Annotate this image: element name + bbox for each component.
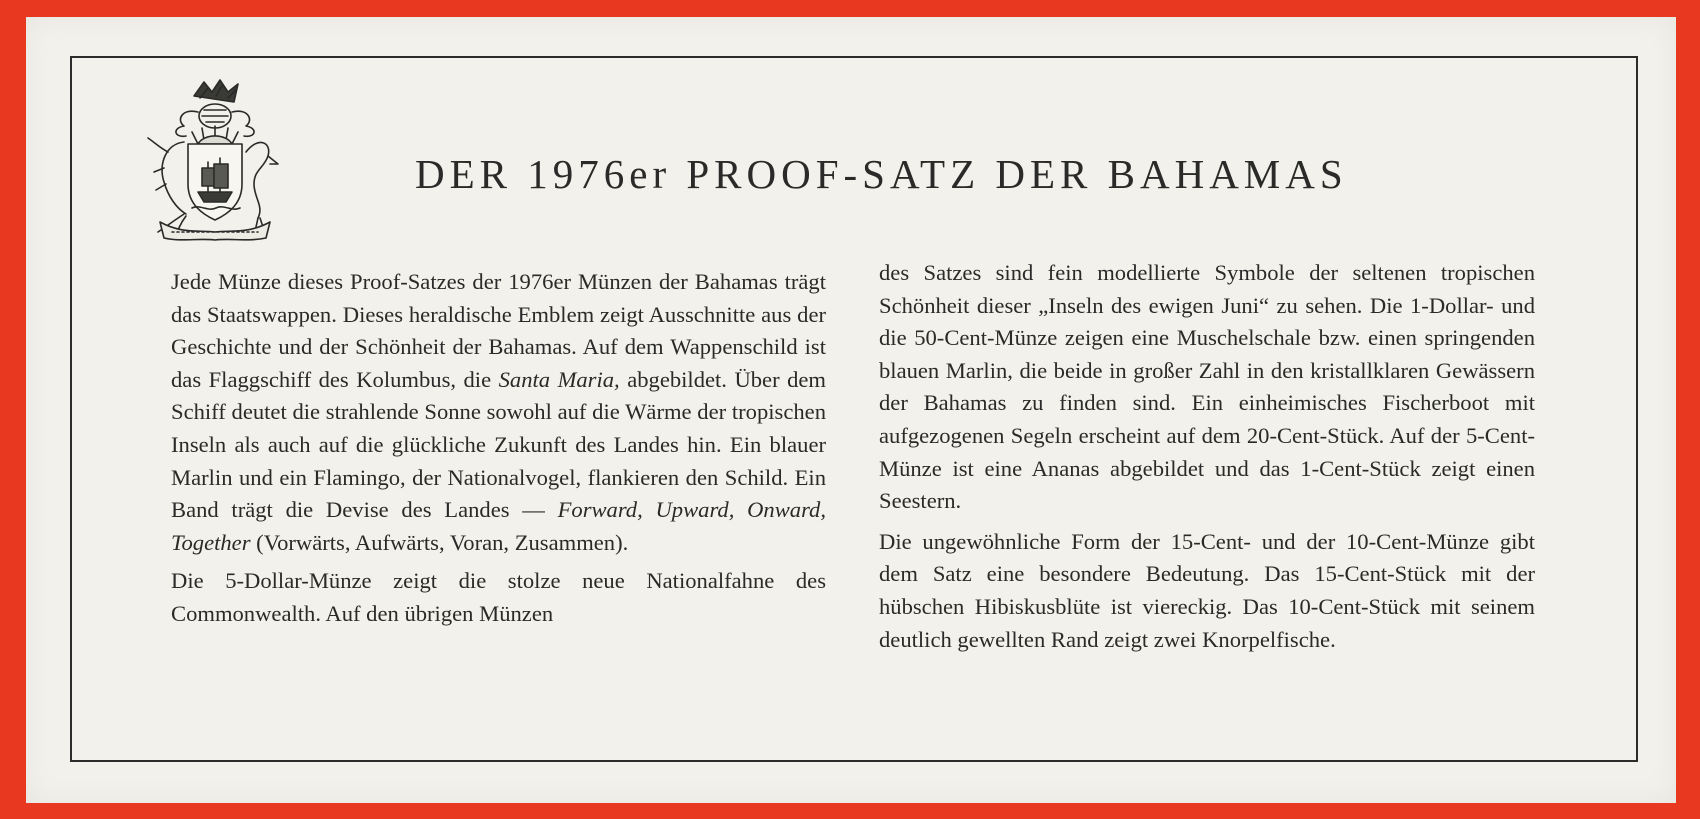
- right-column: [879, 257, 1535, 656]
- page-title: DER 1976er PROOF-SATZ DER BAHAMAS: [415, 151, 1348, 197]
- bahamas-coat-of-arms-icon: [142, 72, 284, 242]
- left-paragraph-1: Jede Münze dieses Proof-Satzes der 1976er Münzen der Bahamas trägt das Staatswappen. Dieses heraldische Emblem zeigt Ausschnitte aus der Geschichte und der Schönheit der Bahamas. Auf dem Wappenschild ist das Flaggschiff des Kolumbus, die Santa Maria, abgebildet. Über dem Schiff deutet die strahlende Sonne sowohl auf die Wärme der tropischen Inseln als auch auf die glückliche Zukunft des Landes hin. Ein blauer Marlin und ein Flamingo, der Nationalvogel, flankieren den Schild. Ein Band trägt die Devise des Landes — Forward, Upward, Onward, Together (Vorwärts, Aufwärts, Voran, Zusammen).: [171, 269, 826, 555]
- left-column: [171, 266, 826, 631]
- left-paragraph-2: Die 5-Dollar-Münze zeigt die stolze neue Nationalfahne des Commonwealth. Auf den übrigen Münzen: [171, 568, 826, 626]
- right-paragraph-1: des Satzes sind fein modellierte Symbole der seltenen tropischen Schönheit dieser „Inseln des ewigen Juni“ zu sehen. Die 1-Dollar- und die 50-Cent-Münze zeigen eine Muschelschale bzw. einen springenden blauen Marlin, die beide in großer Zahl in den kristallklaren Gewässern der Bahamas zu finden sind. Ein einheimisches Fischerboot mit aufgezogenen Segeln erscheint auf dem 20-Cent-Stück. Auf der 5-Cent-Münze ist eine Ananas abgebildet und das 1-Cent-Stück zeigt einen Seestern.: [879, 260, 1535, 514]
- right-paragraph-2: Die ungewöhnliche Form der 15-Cent- und der 10-Cent-Münze gibt dem Satz eine besondere Bedeutung. Das 15-Cent-Stück mit der hübschen Hibiskusblüte ist viereckig. Das 10-Cent-Stück mit seinem deutlich gewellten Rand zeigt zwei Knorpelfische.: [879, 528, 1535, 652]
